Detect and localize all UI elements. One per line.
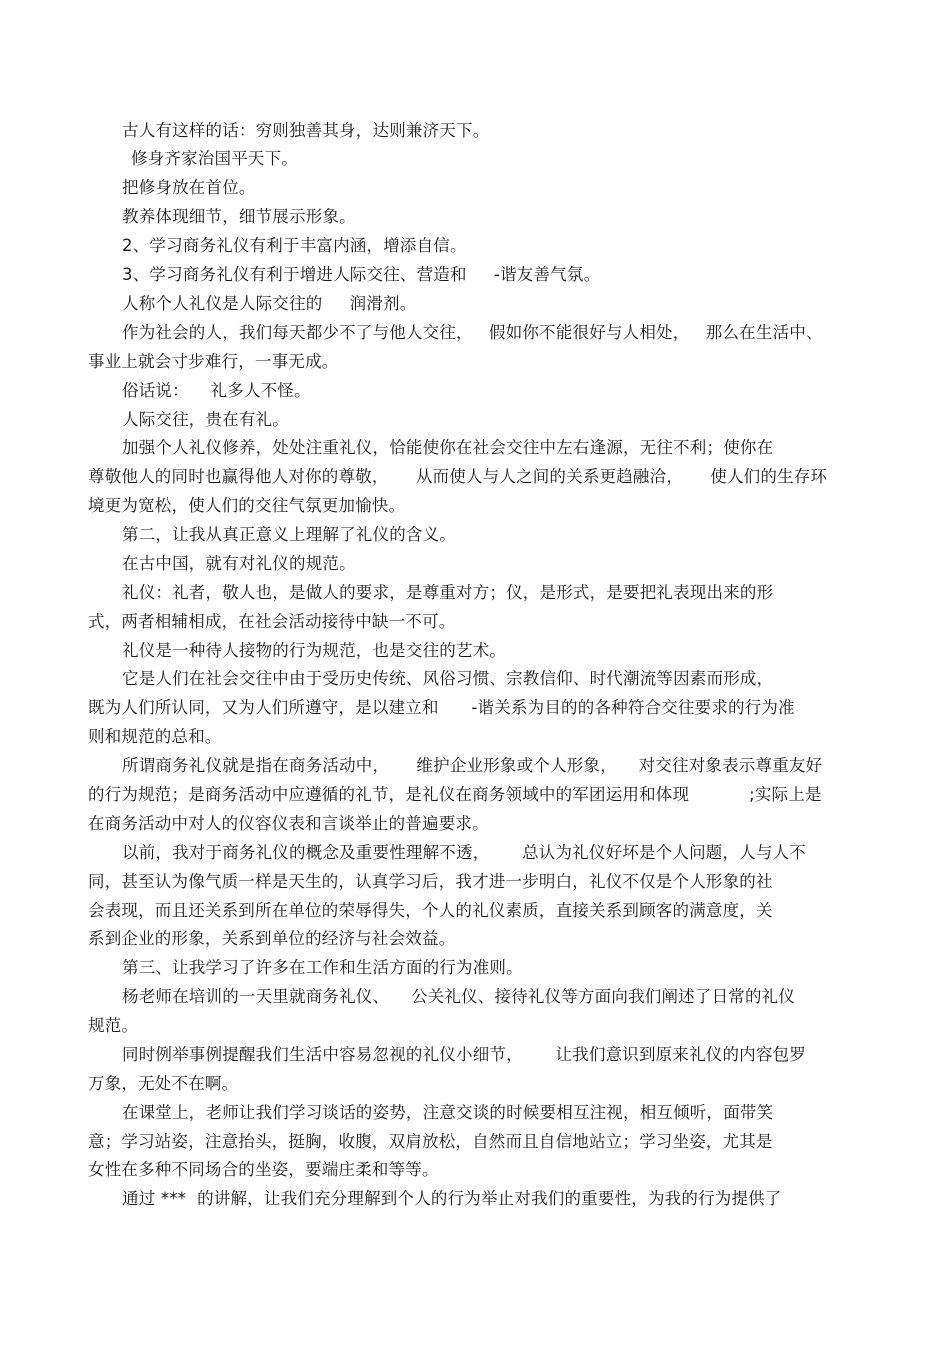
- text-line: 作为社会的人，我们每天都少不了与他人交往， 假如你不能很好与人相处， 那么在生活中、: [122, 323, 823, 342]
- text-line: 它是人们在社会交往中由于受历史传统、风俗习惯、宗教信仰、时代潮流等因素而形成，: [122, 669, 774, 688]
- text-line: 会表现，而且还关系到所在单位的荣辱得失，个人的礼仪素质，直接关系到顾客的满意度，关: [88, 901, 773, 920]
- text-line: 以前，我对于商务礼仪的概念及重要性理解不透， 总认为礼仪好坏是个人问题，人与人不: [122, 843, 806, 862]
- text-line: 第三、让我学习了许多在工作和生活方面的行为准则。: [122, 958, 523, 977]
- text-line: 的行为规范；是商务活动中应遵循的礼节，是礼仪在商务领域中的军团运用和体现 ;实际上是: [88, 785, 822, 804]
- text-line: 人称个人礼仪是人际交往的 润滑剂。: [122, 294, 417, 313]
- text-line: 礼仪是一种待人接物的行为规范，也是交往的艺术。: [122, 641, 507, 660]
- text-line: 礼仪：礼者，敬人也，是做人的要求，是尊重对方；仪，是形式，是要把礼表现出来的形: [122, 583, 774, 602]
- text-line: 万象，无处不在啊。: [88, 1074, 239, 1093]
- text-line: 境更为宽松，使人们的交往气氛更加愉快。: [88, 496, 406, 515]
- text-line: 事业上就会寸步难行，一事无成。: [88, 352, 339, 371]
- text-line: 尊敬他人的同时也赢得他人对你的尊敬， 从而使人与人之间的关系更趋融洽， 使人们的生存环: [88, 467, 828, 486]
- text-line: 把修身放在首位。: [122, 178, 256, 197]
- text-line: 在古中国，就有对礼仪的规范。: [122, 554, 356, 573]
- text-line: 式，两者相辅相成，在社会活动接待中缺一不可。: [88, 612, 456, 631]
- text-line: 古人有这样的话：穷则独善其身，达则兼济天下。: [122, 121, 490, 140]
- text-line: 在商务活动中对人的仪容仪表和言谈举止的普遍要求。: [88, 814, 489, 833]
- text-line: 同时例举事例提醒我们生活中容易忽视的礼仪小细节， 让我们意识到原来礼仪的内容包罗: [122, 1045, 806, 1064]
- text-line: 杨老师在培训的一天里就商务礼仪、 公关礼仪、接待礼仪等方面向我们阐述了日常的礼仪: [122, 987, 796, 1006]
- text-line: 加强个人礼仪修养，处处注重礼仪，恰能使你在社会交往中左右逢源，无往不利；使你在: [122, 438, 774, 457]
- text-line: 女性在多种不同场合的坐姿，要端庄柔和等等。: [88, 1160, 439, 1179]
- text-line: 系到企业的形象，关系到单位的经济与社会效益。: [88, 929, 456, 948]
- text-line: 同，甚至认为像气质一样是天生的，认真学习后，我才进一步明白，礼仪不仅是个人形象的社: [88, 872, 773, 891]
- text-line: 第二，让我从真正意义上理解了礼仪的含义。: [122, 525, 456, 544]
- text-line: 在课堂上，老师让我们学习谈话的姿势，注意交谈的时候要相互注视，相互倾听，面带笑: [122, 1103, 774, 1122]
- text-line: 所谓商务礼仪就是指在商务活动中， 维护企业形象或个人形象， 对交往对象表示尊重友好: [122, 756, 823, 775]
- text-line: 2、学习商务礼仪有利于丰富内涵，增添自信。: [122, 236, 467, 255]
- text-line: 通过 *** 的讲解，让我们充分理解到个人的行为举止对我们的重要性，为我的行为提供了: [122, 1189, 782, 1208]
- text-line: 教养体现细节，细节展示形象。: [122, 207, 356, 226]
- text-line: 人际交往，贵在有礼。: [122, 410, 289, 429]
- text-line: 俗话说： 礼多人不怪。: [122, 381, 311, 400]
- text-line: 规范。: [88, 1016, 139, 1035]
- text-line: 意；学习站姿，注意抬头，挺胸，收腹，双肩放松，自然而且自信地站立；学习坐姿，尤其是: [88, 1132, 773, 1151]
- text-line: 既为人们所认同，又为人们所遵守，是以建立和 -谐关系为目的的各种符合交往要求的行为准: [88, 698, 795, 717]
- text-line: 修身齐家治国平天下。: [131, 149, 298, 168]
- text-line: 3、学习商务礼仪有利于增进人际交往、营造和 -谐友善气氛。: [122, 265, 601, 284]
- text-line: 则和规范的总和。: [88, 727, 222, 746]
